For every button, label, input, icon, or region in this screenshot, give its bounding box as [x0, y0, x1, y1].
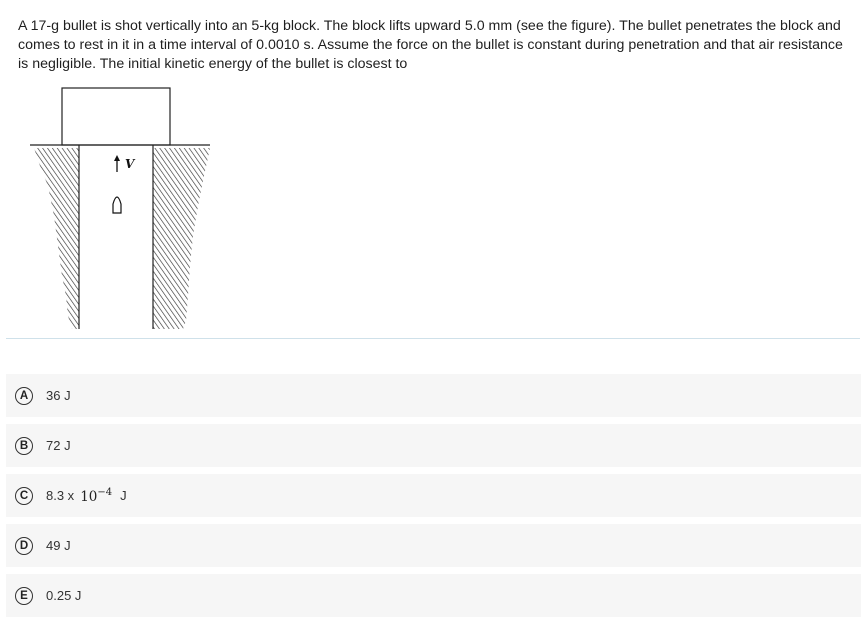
- option-a-letter: A: [15, 387, 33, 405]
- option-c-exponent: −4: [97, 486, 113, 498]
- velocity-label: V: [125, 157, 135, 171]
- right-wall: [153, 148, 210, 329]
- option-e-letter: E: [15, 587, 33, 605]
- option-d[interactable]: [6, 524, 861, 567]
- bullet-icon: [113, 197, 121, 213]
- option-a[interactable]: [6, 374, 861, 417]
- option-c-prefix: 8.3 x: [46, 488, 75, 503]
- option-d-text: 49 J: [46, 538, 71, 553]
- figure-bullet-block: [28, 86, 218, 331]
- option-c-base: 10: [80, 488, 98, 505]
- option-c-letter: C: [15, 487, 33, 505]
- block: [62, 88, 170, 145]
- divider: [6, 338, 860, 339]
- option-a-text: 36 J: [46, 388, 71, 403]
- option-e[interactable]: [6, 574, 861, 617]
- velocity-arrow-icon: [114, 155, 120, 172]
- option-e-text: 0.25 J: [46, 588, 82, 603]
- option-c-power: [80, 487, 112, 505]
- option-c-unit: J: [120, 488, 127, 503]
- question-text: A 17-g bullet is shot vertically into an 5-kg block. The block lifts upward 5.0 mm (see the figure). The bullet penetrates the block and comes to rest in it in a time interval of 0.0010 s. Assume the force on the bullet is constant during penetration and that air resistance is negligible. The initial kinetic energy of the bullet is closest to: [18, 18, 843, 72]
- option-b-letter: B: [15, 437, 33, 455]
- option-b-text: 72 J: [46, 438, 71, 453]
- option-d-letter: D: [15, 537, 33, 555]
- option-b[interactable]: [6, 424, 861, 467]
- option-c[interactable]: [6, 474, 861, 517]
- left-wall: [34, 148, 79, 329]
- answer-options: [6, 374, 861, 624]
